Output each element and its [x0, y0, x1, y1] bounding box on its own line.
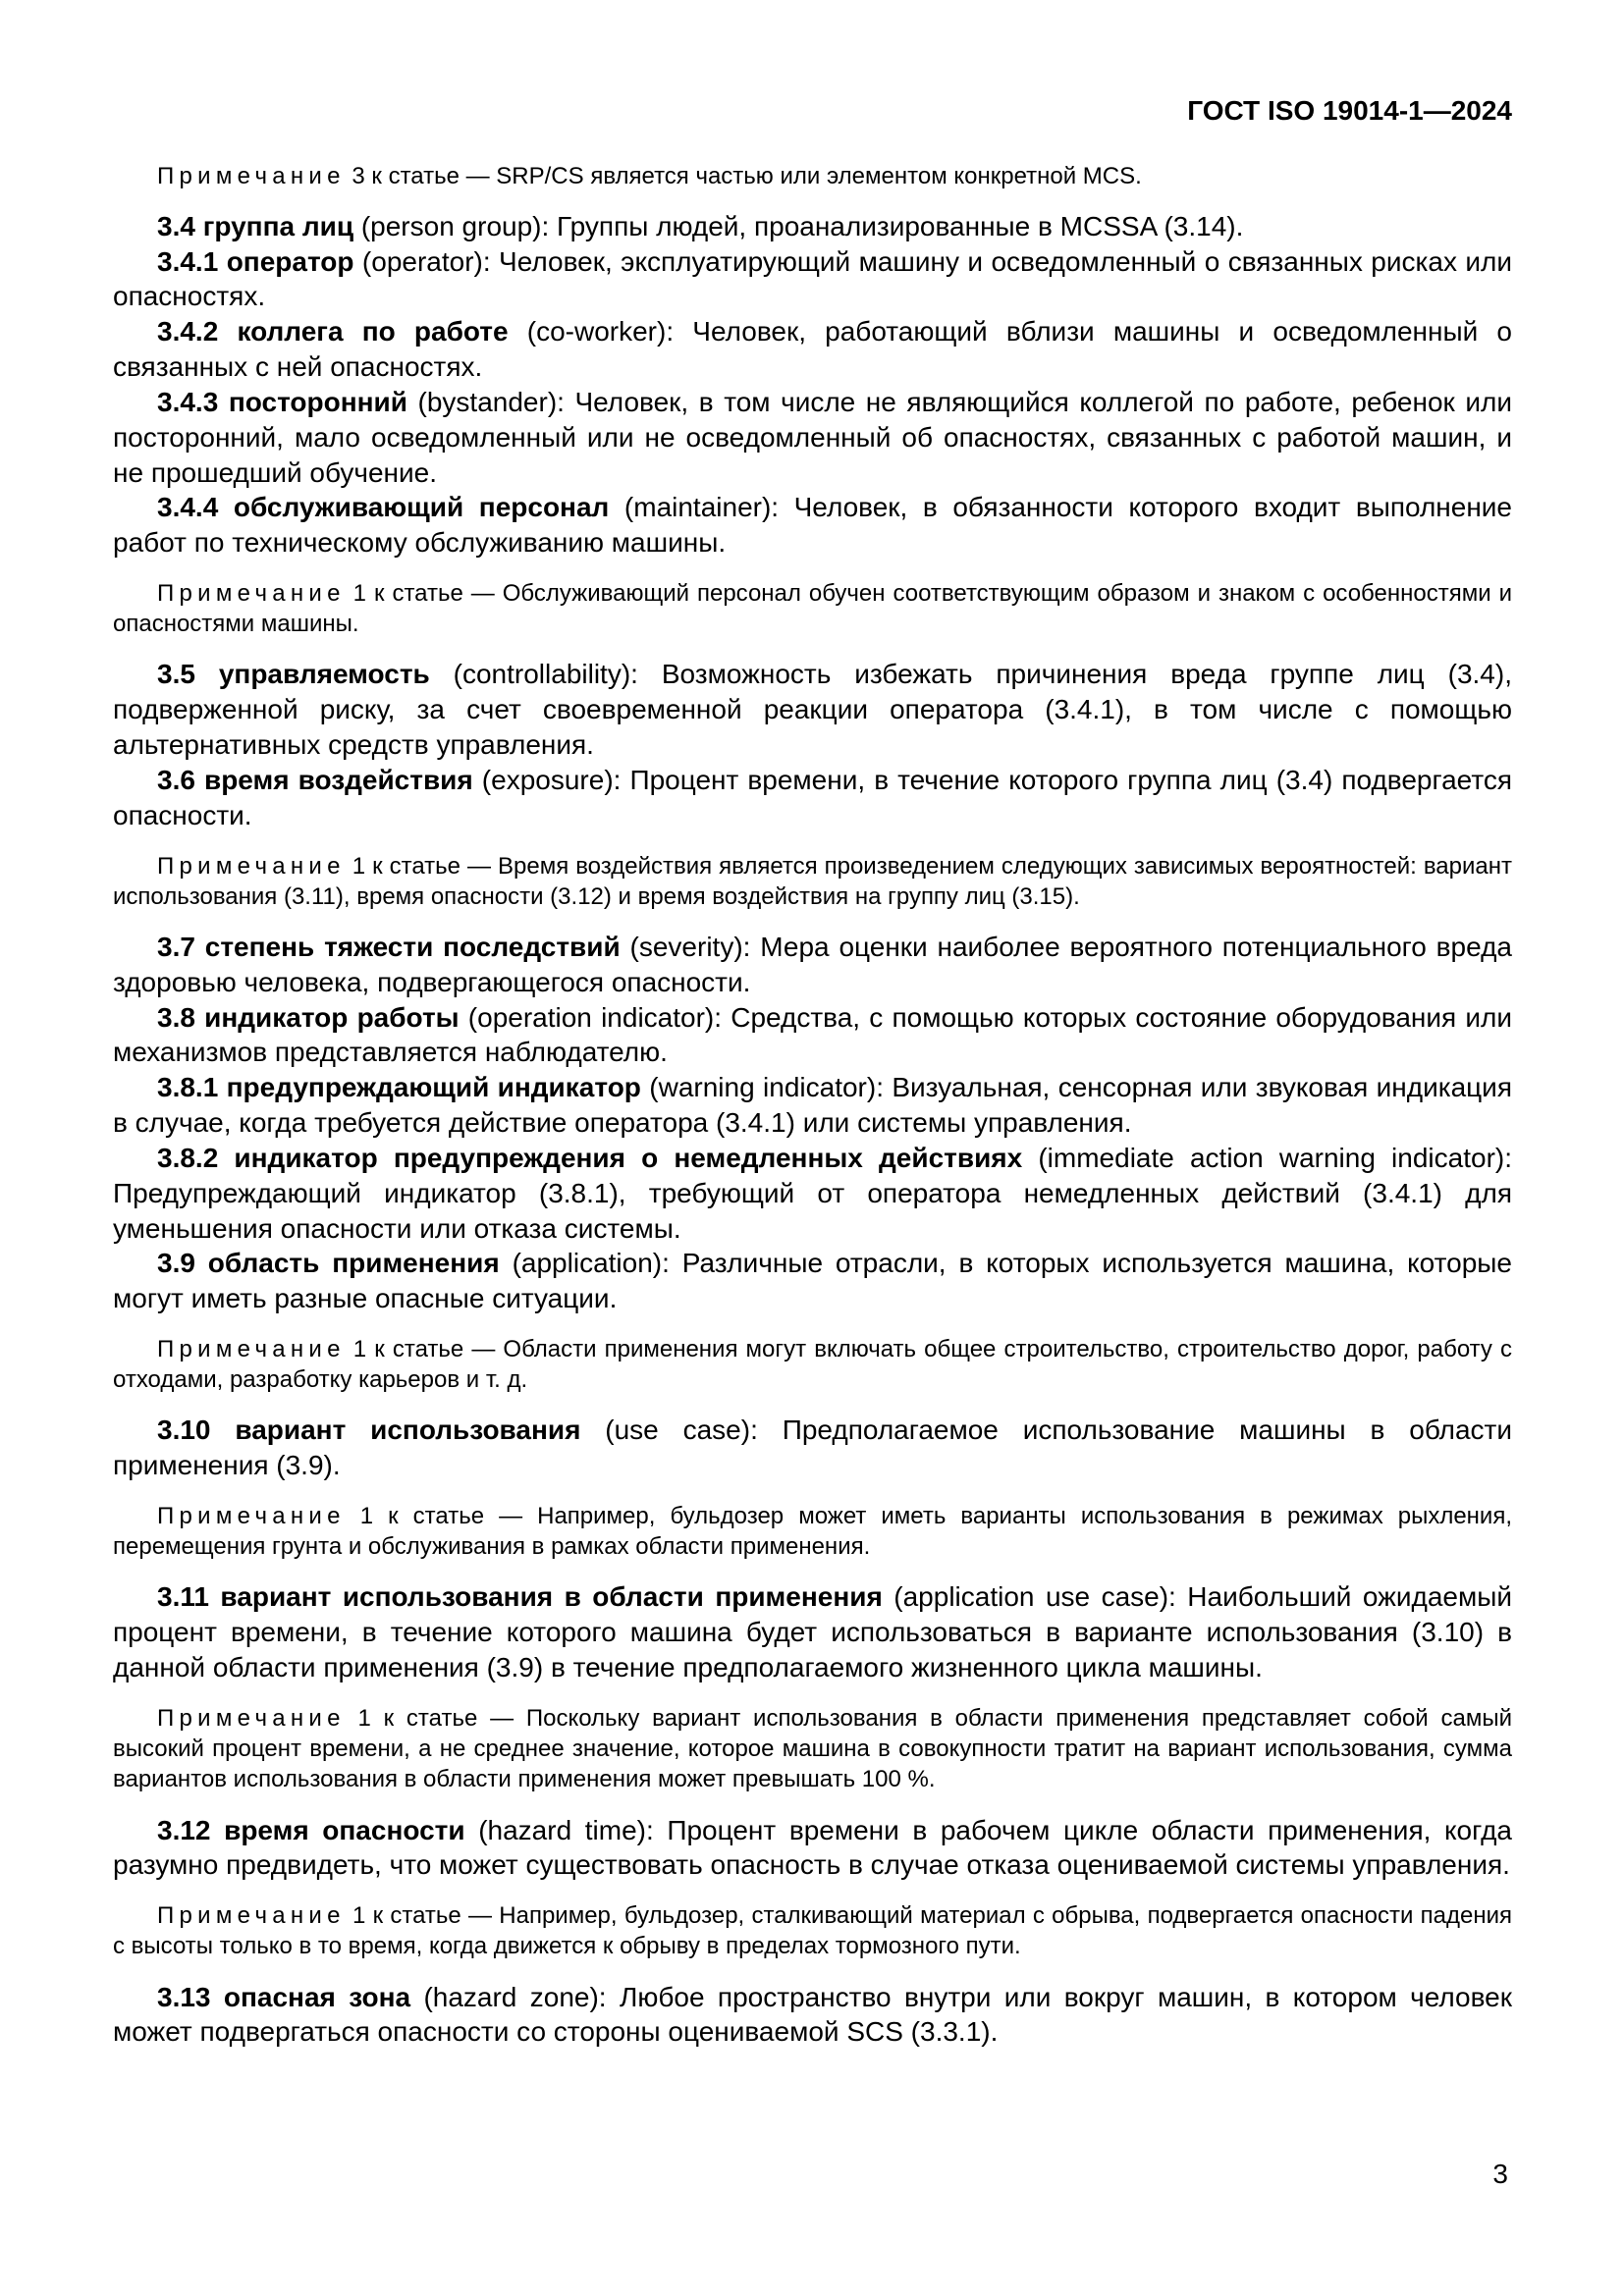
definition-3-8-2 [113, 1141, 1512, 1246]
term-3-11: 3.11 вариант использования в области применения [157, 1581, 883, 1613]
definition-text: (controllability): Возможность избежать причинения вреда группе лиц (3.4), подверженной риску, за счет своевременной реакции оператора (3.4.1), в том числе с помощью альтернативных средств управления. [113, 659, 1512, 761]
note-label: Примечание [157, 580, 346, 608]
definition-3-8 [113, 1000, 1512, 1071]
definition-3-4-4 [113, 490, 1512, 561]
definition-text: (operator): Человек, эксплуатирующий машину и осведомленный о связанных рисках или опасностях. [113, 245, 1512, 312]
term-3-13: 3.13 опасная зона [157, 1981, 411, 2012]
note-to-3-6 [113, 851, 1512, 912]
note-text: 1 к статье — Области применения могут включать общее строительство, строительство дорог, работу с отходами, разработку карьеров и т. д. [113, 1336, 1512, 1394]
term-3-7: 3.7 степень тяжести последствий [157, 931, 621, 962]
definition-text: (exposure): Процент времени, в течение которого группа лиц (3.4) подвергается опасности. [113, 764, 1512, 830]
note-label: Примечание [157, 852, 346, 880]
term-3-8-1: 3.8.1 предупреждающий индикатор [157, 1072, 641, 1103]
document-code: ГОСТ ISO 19014-1—2024 [1187, 95, 1512, 126]
definition-text: (application use case): Наибольший ожидаемый процент времени, в течение которого машина будет использоваться в варианте использования (3.10) в данной области применения (3.9) в течение предполагаемого жизненного цикла машины. [113, 1581, 1512, 1683]
definition-text: (immediate action warning indicator): Предупреждающий индикатор (3.8.1), требующий от оператора немедленных действий (3.4.1) для уменьшения опасности или отказа системы. [113, 1142, 1512, 1244]
definition-3-4 [113, 209, 1512, 244]
note-text: 1 к статье — Время воздействия является произведением следующих зависимых вероятностей: вариант использования (3.11), время опасности (3.12) и время воздействия на группу лиц (3.15). [113, 852, 1512, 910]
definition-3-10 [113, 1413, 1512, 1483]
definition-3-5 [113, 657, 1512, 762]
definition-3-8-1 [113, 1070, 1512, 1141]
note-label: Примечание [157, 1503, 346, 1530]
page-header [113, 94, 1512, 128]
definition-3-12 [113, 1813, 1512, 1884]
term-3-8: 3.8 индикатор работы [157, 1001, 460, 1033]
note-text: 1 к статье — Поскольку вариант использования в области применения представляет собой самый высокий процент времени, а не среднее значение, которое машина в совокупности тратит на вариант использования, сумма вариантов использования в области применения может превышать 100 %. [113, 1704, 1512, 1793]
definition-text: (bystander): Человек, в том числе не являющийся коллегой по работе, ребенок или посторонний, мало осведомленный или не осведомленный об опасностях, связанных с работой машин, и не прошедший обучение. [113, 386, 1512, 488]
note-to-3-12 [113, 1900, 1512, 1961]
note-text: 3 к статье — SRP/CS является частью или элементом конкретной MCS. [345, 162, 1142, 189]
term-3-4-3: 3.4.3 посторонний [157, 386, 407, 417]
definition-3-9 [113, 1246, 1512, 1316]
definition-text: (use case): Предполагаемое использование машины в области применения (3.9). [113, 1415, 1512, 1481]
term-3-10: 3.10 вариант использования [157, 1415, 581, 1446]
definition-text: (severity): Мера оценки наиболее вероятного потенциального вреда здоровью человека, подвергающегося опасности. [113, 931, 1513, 997]
note-label: Примечание [157, 1336, 346, 1363]
definition-3-11 [113, 1579, 1512, 1684]
term-3-4-4: 3.4.4 обслуживающий персонал [157, 492, 610, 523]
definition-text: (person group): Группы людей, проанализированные в MCSSA (3.14). [353, 210, 1244, 241]
definition-text: (operation indicator): Средства, с помощью которых состояние оборудования или механизмов представляется наблюдателю. [113, 1001, 1513, 1068]
definition-3-13 [113, 1980, 1512, 2051]
note-to-3-10 [113, 1501, 1512, 1562]
note-to-3-4-4 [113, 578, 1512, 639]
term-3-9: 3.9 область применения [157, 1248, 500, 1279]
term-3-8-2: 3.8.2 индикатор предупреждения о немедленных действиях [157, 1142, 1023, 1173]
definition-3-4-2 [113, 314, 1512, 385]
page-number: 3 [1492, 2159, 1508, 2189]
note-text: 1 к статье — Обслуживающий персонал обучен соответствующим образом и знаком с особенностями и опасностями машины. [113, 580, 1512, 638]
note-label: Примечание [157, 162, 346, 189]
definition-3-4-1 [113, 244, 1512, 315]
definition-3-6 [113, 763, 1512, 833]
note-text: 1 к статье — Например, бульдозер может иметь варианты использования в режимах рыхления, перемещения грунта и обслуживания в рамках области применения. [113, 1503, 1512, 1561]
note-label: Примечание [157, 1902, 346, 1930]
definition-text: (co-worker): Человек, работающий вблизи машины и осведомленный о связанных с ней опасностях. [113, 316, 1512, 383]
note-to-3-9 [113, 1334, 1512, 1395]
definition-text: (hazard zone): Любое пространство внутри или вокруг машин, в котором человек может подвергаться опасности со стороны оцениваемой SCS (3.3.1). [113, 1981, 1512, 2048]
note-to-3-3 [113, 161, 1512, 191]
note-text: 1 к статье — Например, бульдозер, сталкивающий материал с обрыва, подвергается опасности падения с высоты только в то время, когда движется к обрыву в пределах тормозного пути. [113, 1902, 1512, 1960]
note-to-3-11 [113, 1703, 1512, 1795]
term-3-6: 3.6 время воздействия [157, 764, 473, 795]
definition-text: (maintainer): Человек, в обязанности которого входит выполнение работ по техническому обслуживанию машины. [113, 492, 1513, 559]
term-3-4-1: 3.4.1 оператор [157, 245, 354, 277]
definition-3-7 [113, 930, 1512, 1000]
definition-3-4-3 [113, 385, 1512, 490]
definition-text: (warning indicator): Визуальная, сенсорная или звуковая индикация в случае, когда требуется действие оператора (3.4.1) или системы управления. [113, 1072, 1512, 1139]
definition-text: (application): Различные отрасли, в которых используется машина, которые могут иметь разные опасные ситуации. [113, 1248, 1512, 1314]
definition-text: (hazard time): Процент времени в рабочем цикле области применения, когда разумно предвидеть, что может существовать опасность в случае отказа оцениваемой системы управления. [113, 1814, 1512, 1881]
term-3-4-2: 3.4.2 коллега по работе [157, 316, 509, 347]
term-3-12: 3.12 время опасности [157, 1814, 465, 1845]
term-3-4: 3.4 группа лиц [157, 210, 354, 241]
note-label: Примечание [157, 1704, 346, 1732]
term-3-5: 3.5 управляемость [157, 659, 430, 690]
